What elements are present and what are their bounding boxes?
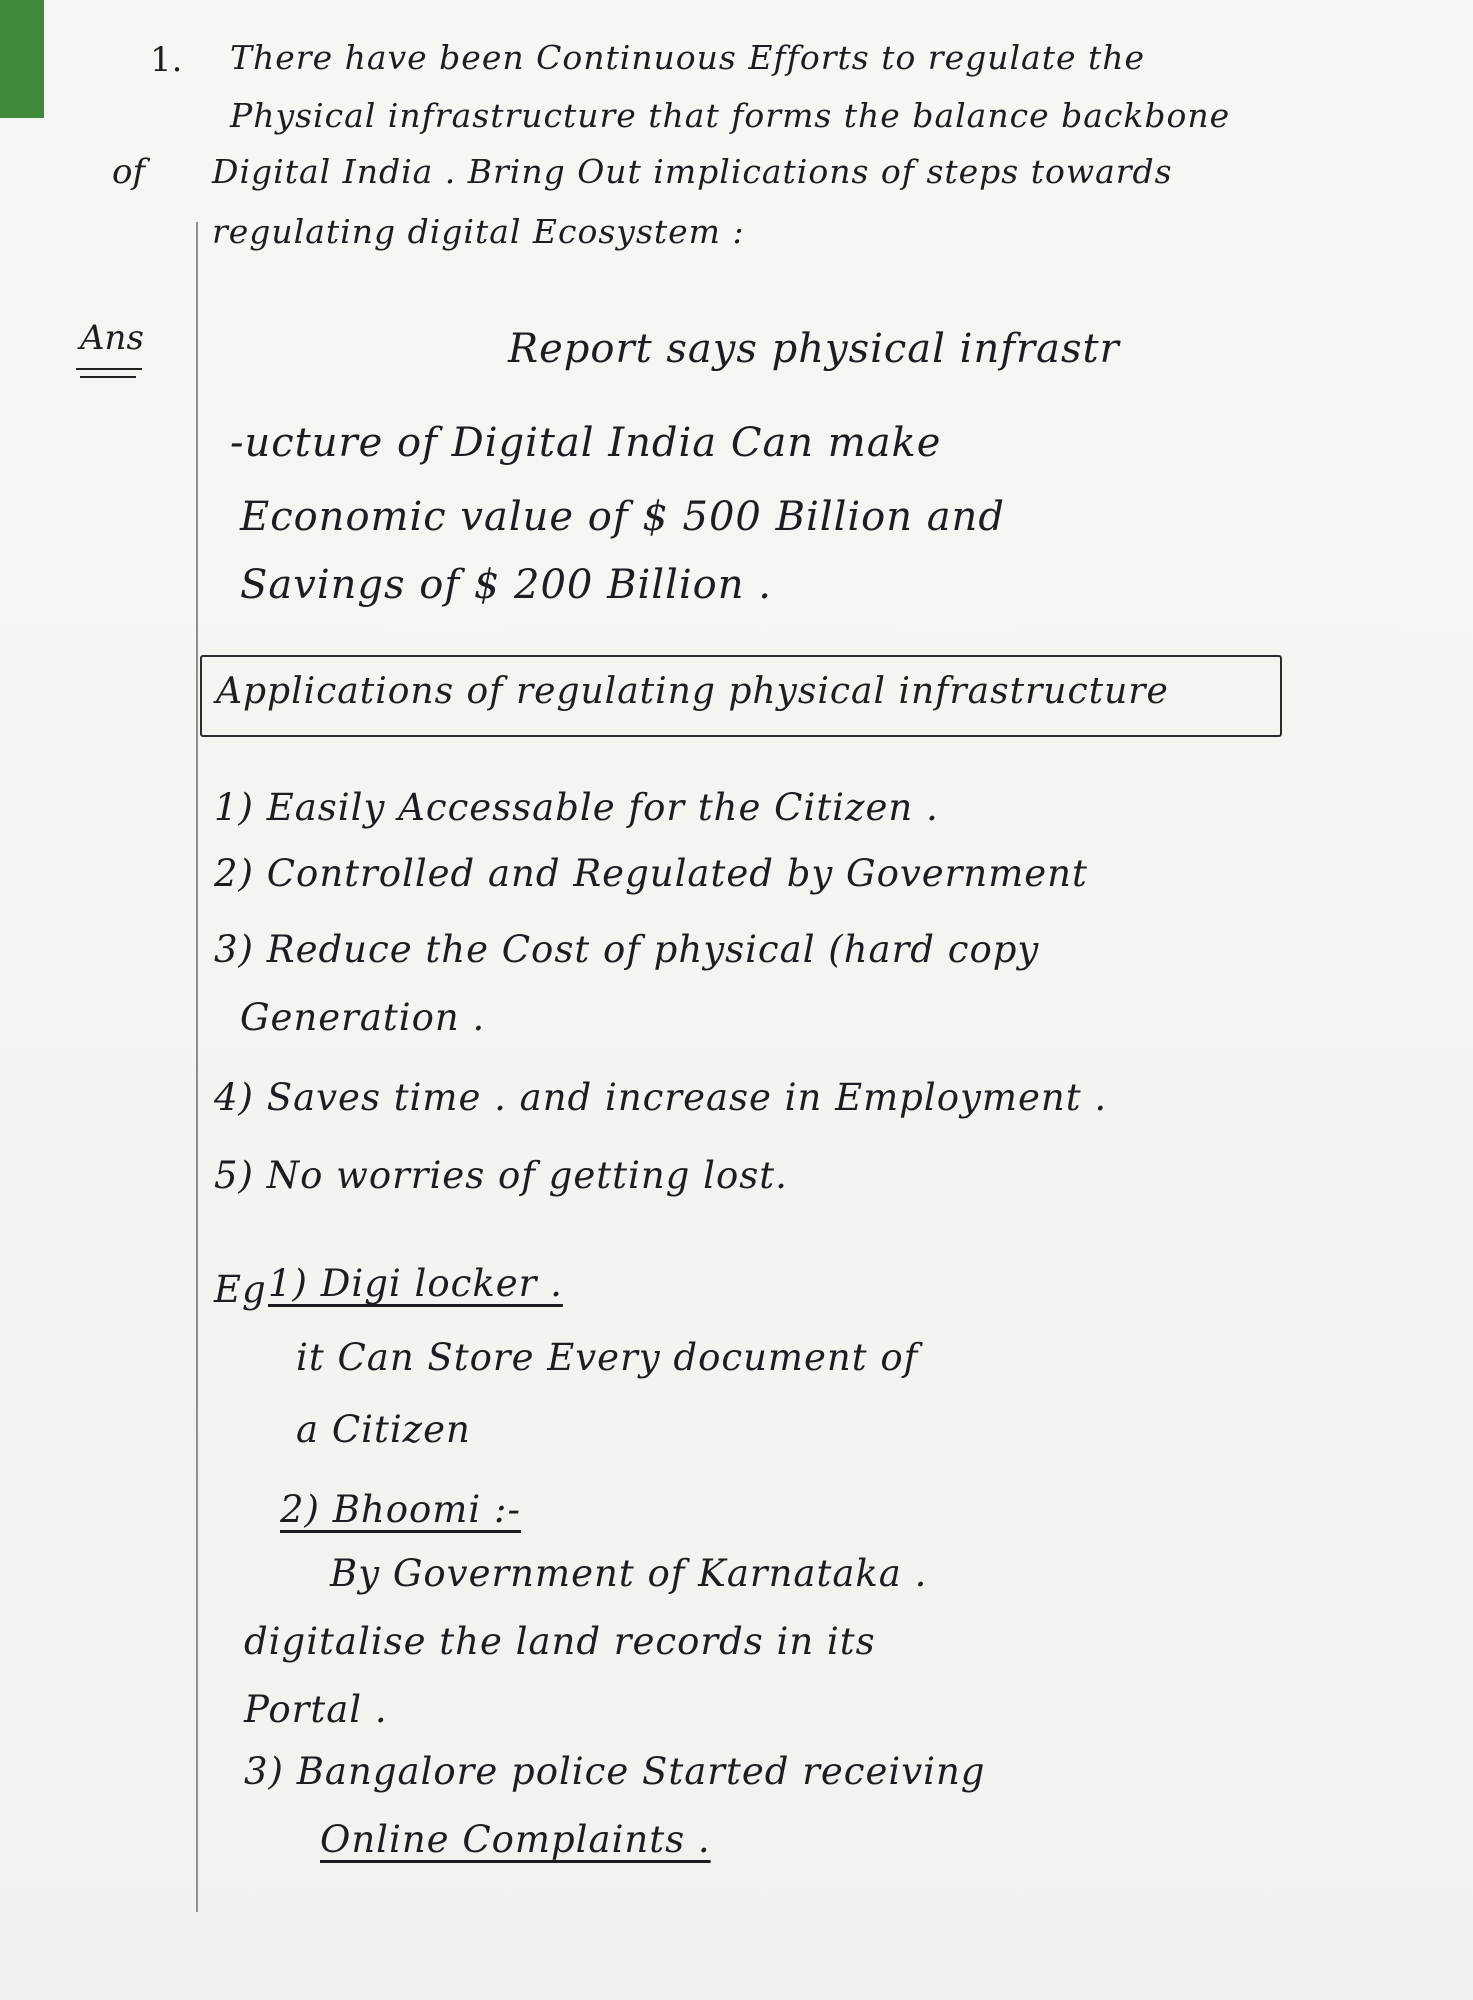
- applications-heading: Applications of regulating physical infrastructure: [216, 671, 1169, 712]
- example-2-line-3: Portal .: [244, 1688, 388, 1731]
- question-number: 1.: [150, 40, 183, 80]
- answer-intro-line-2: -ucture of Digital India Can make: [230, 420, 942, 466]
- examples-label: Eg: [214, 1268, 267, 1311]
- answer-intro-line-1: Report says physical infrastr: [508, 326, 1120, 372]
- question-line-3: Digital India . Bring Out implications of steps towards: [212, 152, 1173, 191]
- point-4: 4) Saves time . and increase in Employment .: [214, 1076, 1108, 1119]
- example-2-line-1: By Government of Karnataka .: [330, 1552, 928, 1595]
- example-1-title: 1) Digi locker .: [268, 1262, 563, 1305]
- point-5: 5) No worries of getting lost.: [214, 1154, 788, 1197]
- example-2-title: 2) Bhoomi :-: [280, 1488, 521, 1531]
- point-3-continued: Generation .: [240, 996, 486, 1039]
- question-line-1: There have been Continuous Efforts to regulate the: [230, 38, 1146, 77]
- page-corner-edge: [0, 0, 44, 118]
- point-3: 3) Reduce the Cost of physical (hard copy: [214, 928, 1040, 971]
- answer-label-underline-2: [80, 376, 136, 378]
- example-3-line-1: 3) Bangalore police Started receiving: [244, 1750, 986, 1793]
- example-3-line-2: Online Complaints .: [320, 1818, 711, 1861]
- applications-heading-box: [200, 655, 1282, 737]
- example-2-line-2: digitalise the land records in its: [244, 1620, 876, 1663]
- answer-label: Ans: [80, 318, 144, 358]
- example-1-line-2: a Citizen: [296, 1408, 471, 1451]
- question-line-4: regulating digital Ecosystem :: [212, 212, 745, 251]
- example-1-line-1: it Can Store Every document of: [296, 1336, 919, 1379]
- point-2: 2) Controlled and Regulated by Government: [214, 852, 1088, 895]
- question-margin-word: of: [112, 152, 146, 192]
- question-line-2: Physical infrastructure that forms the balance backbone: [230, 96, 1231, 135]
- margin-line: [196, 222, 198, 1912]
- answer-label-underline: [76, 368, 142, 370]
- answer-intro-line-3: Economic value of $ 500 Billion and: [240, 494, 1005, 540]
- answer-intro-line-4: Savings of $ 200 Billion .: [240, 562, 772, 608]
- point-1: 1) Easily Accessable for the Citizen .: [214, 786, 939, 829]
